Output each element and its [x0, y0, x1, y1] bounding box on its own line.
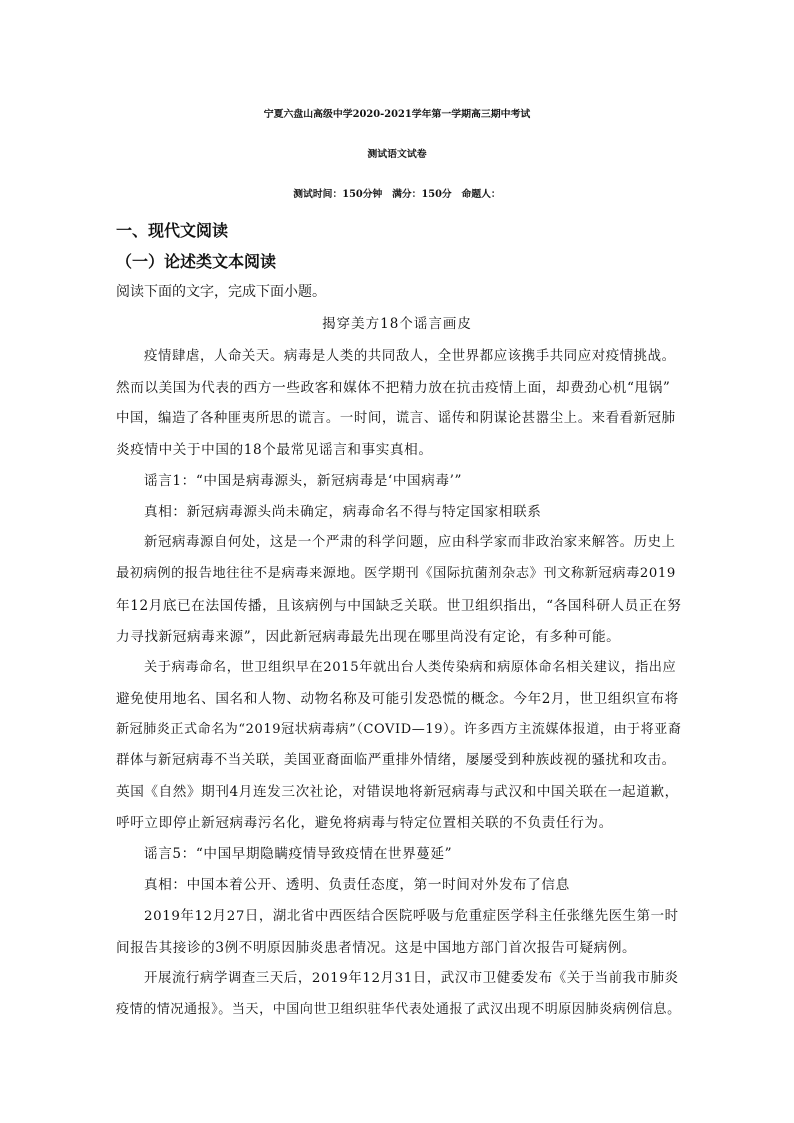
article-line: 最初病例的报告地往往不是病毒来源地。医学期刊《国际抗菌剂杂志》刊文称新冠病毒2019: [116, 566, 676, 581]
article-line: 疫情的情况通报》。当天，中国向世卫组织驻华代表处通报了武汉出现不明原因肺炎病例信息。: [116, 1002, 681, 1017]
article-line: 新冠病毒源自何处，这是一个严肃的科学问题，应由科学家而非政治家来解答。历史上: [144, 535, 676, 550]
truth-heading: 真相：中国本着公开、透明、负责任态度，第一时间对外发布了信息: [144, 877, 570, 893]
article-line: 新冠肺炎正式命名为“2019冠状病毒病”（COVID—19）。许多西方主流媒体报道，由于将亚裔: [116, 722, 682, 737]
article-line: 群体与新冠病毒不当关联，美国亚裔面临严重排外情绪，屡屡受到种族歧视的骚扰和攻击。: [116, 753, 676, 768]
article-line: 疫情肆虐，人命关天。病毒是人类的共同敌人，全世界都应该携手共同应对疫情挑战。: [144, 349, 676, 364]
article-line: 呼吁立即停止新冠病毒污名化，避免将病毒与特定位置相关联的不负责任行为。: [116, 815, 613, 831]
article-line: 然而以美国为代表的西方一些政客和媒体不把精力放在抗击疫情上面，却费劲心机“甩锅”: [116, 380, 671, 396]
rumor-heading: 谣言1：“中国是病毒源头，新冠病毒是‘中国病毒’”: [144, 473, 463, 489]
exam-info: 测试时间：150分钟 满分：150分 命题人：: [293, 189, 501, 200]
article-line: 炎疫情中关于中国的18个最常见谣言和事实真相。: [116, 442, 433, 458]
article-line: 年12月底已在法国传播，且该病例与中国缺乏关联。世卫组织指出，“各国科研人员正在努: [116, 598, 682, 614]
article-line: 中国，编造了各种匪夷所思的谎言。一时间，谎言、谣传和阴谋论甚嚣尘上。来看看新冠肺: [116, 411, 676, 426]
exam-title-line-1: 宁夏六盘山高级中学2020-2021学年第一学期高三期中考试: [263, 109, 531, 120]
article-line: 英国《自然》期刊4月连发三次社论，对错误地将新冠病毒与武汉和中国关联在一起道歉，: [116, 784, 679, 800]
exam-title-line-2: 测试语文试卷: [367, 149, 427, 160]
article-line: 关于病毒命名，世卫组织早在2015年就出台人类传染病和病原体命名相关建议，指出应: [144, 660, 677, 675]
truth-heading: 真相：新冠病毒源头尚未确定，病毒命名不得与特定国家相联系: [144, 504, 542, 520]
rumor-heading: 谣言5：“中国早期隐瞒疫情导致疫情在世界蔓延”: [144, 846, 453, 862]
article-line: 间报告其接诊的3例不明原因肺炎患者情况。这是中国地方部门首次报告可疑病例。: [116, 940, 637, 956]
section-heading: 一、现代文阅读: [116, 221, 229, 240]
article-line: 避免使用地名、国名和人物、动物名称及可能引发恐慌的概念。今年2月，世卫组织宣布将: [116, 691, 679, 707]
article-title: 揭穿美方18个谣言画皮: [322, 316, 472, 332]
subsection-heading: （一）论述类文本阅读: [116, 252, 277, 271]
article-line: 开展流行病学调查三天后，2019年12月31日，武汉市卫健委发布《关于当前我市肺炎: [144, 971, 679, 986]
article-line: 2019年12月27日，湖北省中西医结合医院呼吸与危重症医学科主任张继先医生第一时: [144, 909, 679, 924]
article-line: 力寻找新冠病毒来源”，因此新冠病毒最先出现在哪里尚没有定论，有多种可能。: [116, 629, 621, 645]
instruction-text: 阅读下面的文字，完成下面小题。: [116, 284, 326, 300]
